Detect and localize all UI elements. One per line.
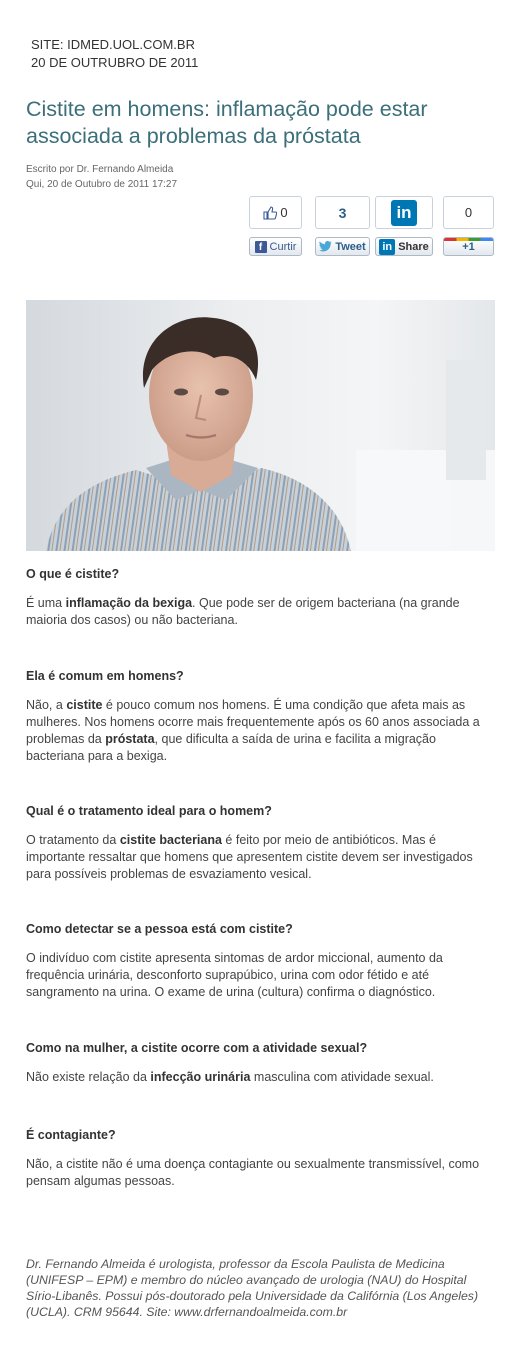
section-question: O que é cistite? (26, 567, 120, 581)
twitter-widget (315, 196, 370, 256)
facebook-like-button[interactable] (249, 237, 302, 256)
linkedin-widget (375, 196, 433, 256)
thumbs-up-icon (263, 206, 277, 220)
answer-text: , que dificulta a saída de urina e facilita a migração bacteriana para a bexiga. (26, 732, 436, 763)
section-answer (26, 697, 488, 765)
bold-term: cistite (66, 698, 103, 712)
linkedin-label: Share (398, 240, 429, 253)
article-title: Cistite em homens: inflamação pode estar associada a problemas da próstata (26, 97, 428, 148)
answer-text: . Que pode ser de origem bacteriana (na grande maioria dos casos) ou não bacteriana. (26, 596, 460, 627)
section-answer (26, 595, 488, 629)
answer-text: é feito por meio de antibióticos. Mas é importante ressaltar que homens que apresentem cistite devem ser investigados para possíveis problemas de esvaziamento vesical. (26, 833, 473, 881)
section-sexual-activity (26, 1040, 488, 1086)
answer-text: masculina com atividade sexual. (250, 1070, 434, 1084)
twitter-bird-icon (319, 241, 332, 252)
bold-term: infecção urinária (150, 1070, 251, 1084)
section-detection (26, 921, 488, 1001)
facebook-like-count (249, 196, 302, 229)
man-portrait-illustration (26, 300, 495, 551)
author-bio: Dr. Fernando Almeida é urologista, professor da Escola Paulista de Medicina (UNIFESP – EPM) e membro do núcleo avançado de urologia (NAU) do Hospital Sírio-Libanês. Possui pós-doutorado pela Universidade da Califórnia (Los Angeles) (UCLA). CRM 95644. Site: www.drfernandoalmeida.com.br (26, 1257, 479, 1319)
answer-text: É uma (26, 596, 66, 610)
answer-text: O tratamento da (26, 833, 120, 847)
facebook-widget (249, 196, 302, 256)
google-plus-widget (443, 196, 494, 256)
google-color-bar (444, 238, 493, 241)
tweet-label: Tweet (335, 240, 366, 253)
source-site: SITE: IDMED.UOL.COM.BR (31, 37, 195, 52)
author-line: Escrito por Dr. Fernando Almeida (26, 164, 174, 175)
article-photo (26, 300, 495, 551)
publish-date: Qui, 20 de Outubro de 2011 17:27 (26, 179, 178, 190)
section-answer (26, 832, 488, 883)
google-plus-label: +1 (462, 240, 475, 253)
section-contagious (26, 1127, 488, 1190)
source-date: 20 DE OUTRUBRO DE 2011 (31, 55, 199, 70)
section-what-is (26, 566, 488, 629)
section-answer (26, 1156, 488, 1190)
facebook-label: Curtir (269, 240, 297, 253)
facebook-count: 0 (280, 205, 288, 220)
article-meta (26, 162, 177, 192)
google-plus-count: 0 (443, 196, 494, 229)
section-answer (26, 950, 488, 1001)
linkedin-logo-box (375, 196, 433, 229)
facebook-icon: f (255, 241, 267, 253)
section-question: Como detectar se a pessoa está com cistite? (26, 922, 293, 936)
bold-term: inflamação da bexiga (65, 596, 193, 610)
section-question: É contagiante? (26, 1128, 116, 1142)
section-question: Como na mulher, a cistite ocorre com a atividade sexual? (26, 1041, 368, 1055)
answer-text: O indivíduo com cistite apresenta sintomas de ardor miccional, aumento da frequência urinária, desconforto suprapúbico, urina com odor fétido e até sangramento na urina. O exame de urina (cultura) confirma o diagnóstico. (26, 951, 443, 999)
answer-text: Não, a (26, 698, 67, 712)
answer-text: Não existe relação da (26, 1070, 151, 1084)
linkedin-share-button[interactable] (375, 237, 433, 256)
bold-term: cistite bacteriana (119, 833, 222, 847)
section-question: Qual é o tratamento ideal para o homem? (26, 804, 272, 818)
source-info (31, 36, 198, 72)
bold-term: próstata (105, 732, 155, 746)
answer-text: Não, a cistite não é uma doença contagiante ou sexualmente transmissível, como pensam algumas pessoas. (26, 1157, 480, 1188)
linkedin-small-icon: in (379, 239, 395, 255)
section-treatment (26, 803, 488, 883)
twitter-count: 3 (315, 196, 370, 229)
google-plus-one-button[interactable] (443, 237, 494, 256)
tweet-button[interactable] (315, 237, 370, 256)
section-question: Ela é comum em homens? (26, 669, 184, 683)
answer-text: é pouco comum nos homens. É uma condição que afeta mais as mulheres. Nos homens ocorre mais frequentemente após os 60 anos associada a problemas da (26, 698, 480, 746)
section-common-in-men (26, 668, 488, 765)
section-answer (26, 1069, 488, 1086)
linkedin-icon: in (391, 200, 417, 226)
